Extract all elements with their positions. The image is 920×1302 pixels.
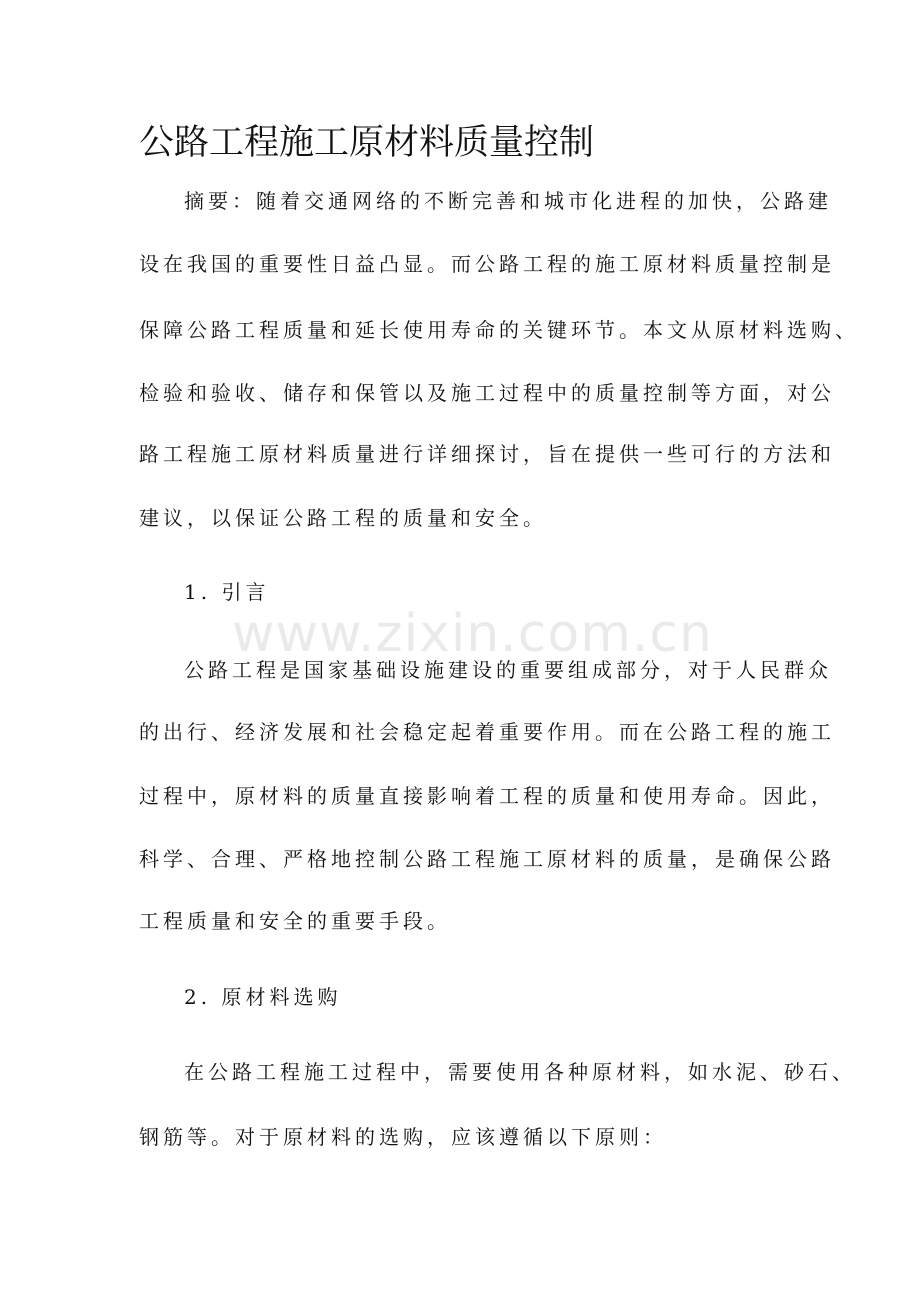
abstract-line-4: 检验和验收、储存和保管以及施工过程中的质量控制等方面，对公 xyxy=(139,381,835,405)
watermark-text: www.zixin.com.cn xyxy=(232,604,713,664)
intro-line-1: 公路工程是国家基础设施建设的重要组成部分，对于人民群众 xyxy=(184,658,832,682)
purchase-line-2: 钢筋等。对于原材料的选购，应该遵循以下原则： xyxy=(139,1125,667,1149)
intro-line-5: 工程质量和安全的重要手段。 xyxy=(139,909,451,933)
purchase-line-1: 在公路工程施工过程中，需要使用各种原材料，如水泥、砂石、 xyxy=(184,1060,856,1084)
section-heading-introduction: 1. 引言 xyxy=(184,580,270,604)
abstract-line-6: 建议，以保证公路工程的质量和安全。 xyxy=(139,506,547,530)
document-title: 公路工程施工原材料质量控制 xyxy=(139,123,595,163)
abstract-line-1: 摘要：随着交通网络的不断完善和城市化进程的加快，公路建 xyxy=(184,189,832,213)
section-heading-material-purchase: 2. 原材料选购 xyxy=(184,985,342,1009)
intro-line-2: 的出行、经济发展和社会稳定起着重要作用。而在公路工程的施工 xyxy=(139,720,835,744)
abstract-line-3: 保障公路工程质量和延长使用寿命的关键环节。本文从原材料选购、 xyxy=(139,318,859,342)
intro-line-4: 科学、合理、严格地控制公路工程施工原材料的质量，是确保公路 xyxy=(139,847,835,871)
intro-line-3: 过程中，原材料的质量直接影响着工程的质量和使用寿命。因此， xyxy=(139,784,835,808)
abstract-line-5: 路工程施工原材料质量进行详细探讨，旨在提供一些可行的方法和 xyxy=(139,442,835,466)
abstract-line-2: 设在我国的重要性日益凸显。而公路工程的施工原材料质量控制是 xyxy=(139,252,835,276)
